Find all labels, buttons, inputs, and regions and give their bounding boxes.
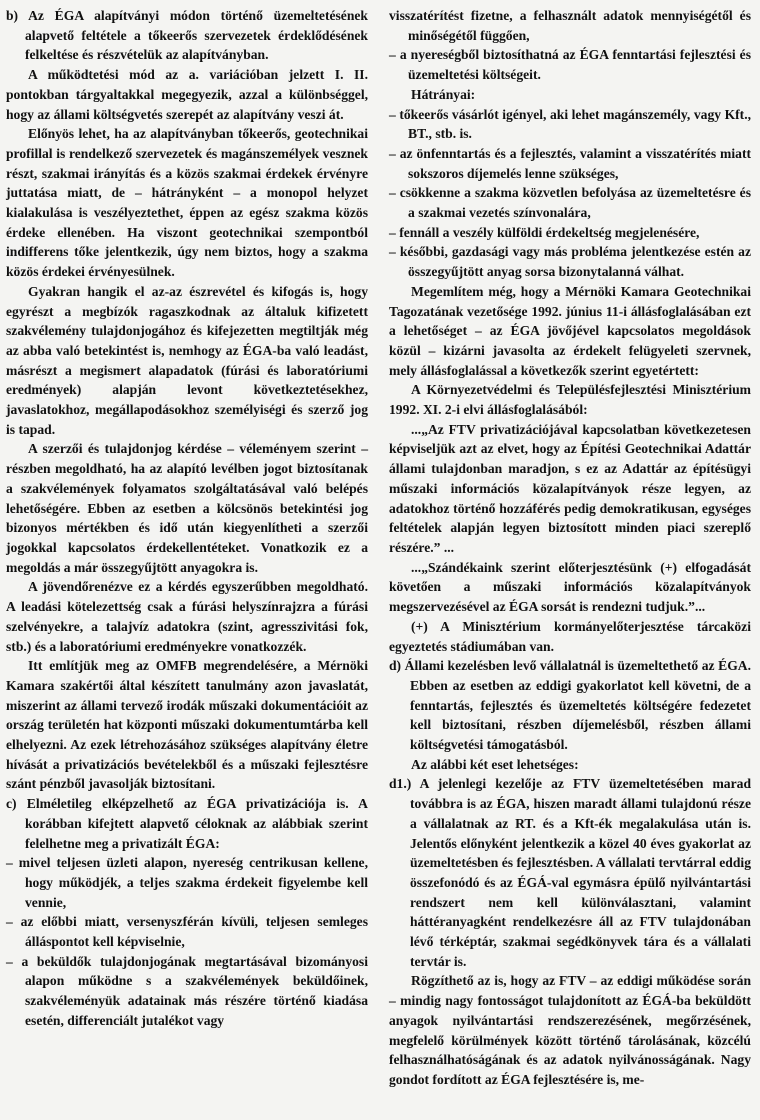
paragraph: – a beküldők tulajdonjogának megtartásával bizományosi alapon működne s a szakvélemények beküldőinek, szakvéleményük adatainak más részére történő kiadása esetén, differenciált jutalékot vagy: [6, 953, 368, 1028]
paragraph: ...„Szándékaink szerint előterjesztésünk (+) elfogadását követően a műszaki információs közalapítványok megszervezésével az ÉGA sorsát is rendezni tudjuk.”...: [389, 559, 751, 615]
paragraph: b) Az ÉGA alapítványi módon történő üzemeltetésének alapvető feltétele a tőkeerős szervezetek érdeklődésének felkeltése és részvételük az alapítványban.: [6, 8, 368, 63]
paragraph: Megemlítem még, hogy a Mérnöki Kamara Geotechnikai Tagozatának vezetősége 1992. június 11-i állásfoglalásában ezt a lehetőséget – az ÉGA jövőjével kapcsolatos megoldások közül – kizárni javasolta az érdekelt felügyeleti szervnek, mely állásfoglalással a következők szerint egyetértett:: [389, 283, 751, 378]
paragraph: (+) A Minisztérium kormányelőterjesztése tárcaközi egyeztetés stádiumában van.: [389, 618, 751, 654]
paragraph: – csökkenne a szakma közvetlen befolyása az üzemeltetésre és a szakmai vezetés színvonalára,: [389, 185, 751, 221]
paragraph: d) Állami kezelésben levő vállalatnál is üzemeltethető az ÉGA. Ebben az esetben az eddigi gyakorlatot kell követni, de a fenntartás, fejlesztés és üzemeltetés költségére fedezetet kell biztosítani, részben díjemelésből, részben állami költségvetési támogatásból.: [389, 658, 751, 753]
paragraph: A Környezetvédelmi és Településfejlesztési Minisztérium 1992. XI. 2-i elvi állásfoglalásából:: [389, 382, 751, 418]
paragraph: – az előbbi miatt, versenyszférán kívüli, teljesen semleges álláspontot kell képviselnie,: [6, 914, 368, 950]
paragraph: c) Elméletileg elképzelhető az ÉGA privatizációja is. A korábban kifejtett alapvető céloknak az alábbiak szerint felelhetne meg a privatizált ÉGA:: [6, 796, 368, 851]
paragraph: Itt említjük meg az OMFB megrendelésére, a Mérnöki Kamara szakértői által készített tanulmány azon javaslatát, miszerint az állami tervező irodák műszaki dokumentációit az ország területén hat központi műszaki dokumentumtárba kell elhelyezni. Az ezek létrehozásához szükséges alapítvány életre hívását a privatizációs bevételekből és a műszaki fejlesztésre szánt pénzből javasolják biztosítani.: [6, 658, 368, 792]
paragraph: A működtetési mód az a. variációban jelzett I. II. pontokban tárgyaltakkal megegyezik, azzal a különbséggel, hogy az állami költségvetés szerepét az alapítvány veszi át.: [6, 67, 368, 122]
paragraph: Gyakran hangik el az-az észrevétel és kifogás is, hogy egyrészt a megbízók ragaszkodnak az általuk kifizetett szakvélemény tulajdonjogához és kifejezetten megtiltják még az abba való betekintést is, nemhogy az ÉGA-ba való leadást, másrészt a megismert alapadatok (fúrási és laboratóriumi eredmények) alapján levont következtetésekhez, javaslatokhoz, megállapodásokhoz személyiségi és szerző jog is tapad.: [6, 283, 368, 437]
paragraph: Előnyös lehet, ha az alapítványban tőkeerős, geotechnikai profillal is rendelkező szervezetek és magánszemélyek vesznek részt, szakmai irányítás és a közös szakmai érdekek érvényre juttatása miatt, de – hátrányként – a monopol helyzet kialakulása is veszélyeztethet, éppen az egész szakma közös érdeke ellenében. Ha viszont geotechnikai szempontból indifferens tőke jelentkezik, úgy nem biztos, hogy a szakma közös érdekei érvényesülnek.: [6, 126, 368, 280]
paragraph: – a nyereségből biztosíthatná az ÉGA fenntartási fejlesztési és üzemeltetési költségeit.: [389, 47, 751, 83]
paragraph: d1.) A jelenlegi kezelője az FTV üzemeltetésében marad továbbra is az ÉGA, hiszen maradt állami tulajdonú része a vállalatnak az RT. és a Kft-ék megalakulása után is. Jelentős előnyként jelentkezik a közel 40 éves gyakorlat az üzemeltetésben és fejlesztésben. A vállalati tervtárral eddig összefonódó és az ÉGÁ-val egymásra épülő nyilvántartási rendszert nem kell különválasztani, valamint háttéranyagként rendelkezésre áll az FTV tulajdonában lévő térképtár, szakmai segédkönyvek tára és a vállalati tervtár is.: [389, 776, 751, 969]
paragraph: A jövendőrenézve ez a kérdés egyszerűbben megoldható. A leadási kötelezettség csak a fúrási helyszínrajzra a fúrási szelvényekre, a talajvíz adatokra (szint, agresszivitási fok, stb.) és a laboratóriumi eredményekre vonatkozzék.: [6, 579, 368, 654]
paragraph: ...„Az FTV privatizációjával kapcsolatban következetesen képviseljük azt az elvet, hogy az Építési Geotechnikai Adattár állami tulajdonban maradjon, s ez az Adattár az építésügyi műszaki információs közalapítványok része legyen, az adatokhoz történő hozzáférés pedig demokratikusan, egységes feltételek alapján legyen biztosított minden piaci szereplő részére.” ...: [389, 421, 751, 555]
paragraph: – tőkeerős vásárlót igényel, aki lehet magánszemély, vagy Kft., BT., stb. is.: [389, 106, 751, 142]
paragraph: – későbbi, gazdasági vagy más probléma jelentkezése estén az összegyűjtött anyag sorsa bizonytalanná válhat.: [389, 244, 751, 280]
paragraph: visszatérítést fizetne, a felhasznált adatok mennyiségétől és minőségétől függően,: [389, 8, 751, 43]
paragraph: – fennáll a veszély külföldi érdekeltség megjelenésére,: [389, 224, 700, 240]
paragraph: A szerzői és tulajdonjog kérdése – véleményem szerint – részben megoldható, ha az alapító levélben jogot biztosítanak a szakvélemények folyamatos szolgáltatásával való belépés lehetőségére. Ebben az esetben a kölcsönös betekintési jog bizonyos mértékben és idő után kiegyenlítheti a szerzői jogokkal kapcsolatos érdekellentéteket. Vonatkozik ez a megoldás a már összegyűjtött anyagokra is.: [6, 441, 368, 575]
paragraph: – mivel teljesen üzleti alapon, nyereség centrikusan kellene, hogy működjék, a teljes szakma érdekeit figyelembe kell vennie,: [6, 855, 368, 910]
paragraph: Rögzíthető az is, hogy az FTV – az eddigi működése során – mindig nagy fontosságot tulajdonított az ÉGÁ-ba beküldött anyagok nyilvántartási rendszerezésének, megőrzésének, megfelelő körülmények között történő tárolásának, közcélú felhasználhatóságának és az adatok nyilvánosságának. Nagy gondot fordított az ÉGA fejlesztésére is, me-: [389, 973, 751, 1087]
right-text-column: [389, 6, 751, 1090]
paragraph: – az önfenntartás és a fejlesztés, valamint a visszatérítés miatt sokszoros díjemelés lenne szükséges,: [389, 145, 751, 181]
paragraph: Az alábbi két eset lehetséges:: [411, 756, 579, 772]
paragraph: Hátrányai:: [411, 86, 476, 102]
left-text-column: [6, 6, 368, 1031]
